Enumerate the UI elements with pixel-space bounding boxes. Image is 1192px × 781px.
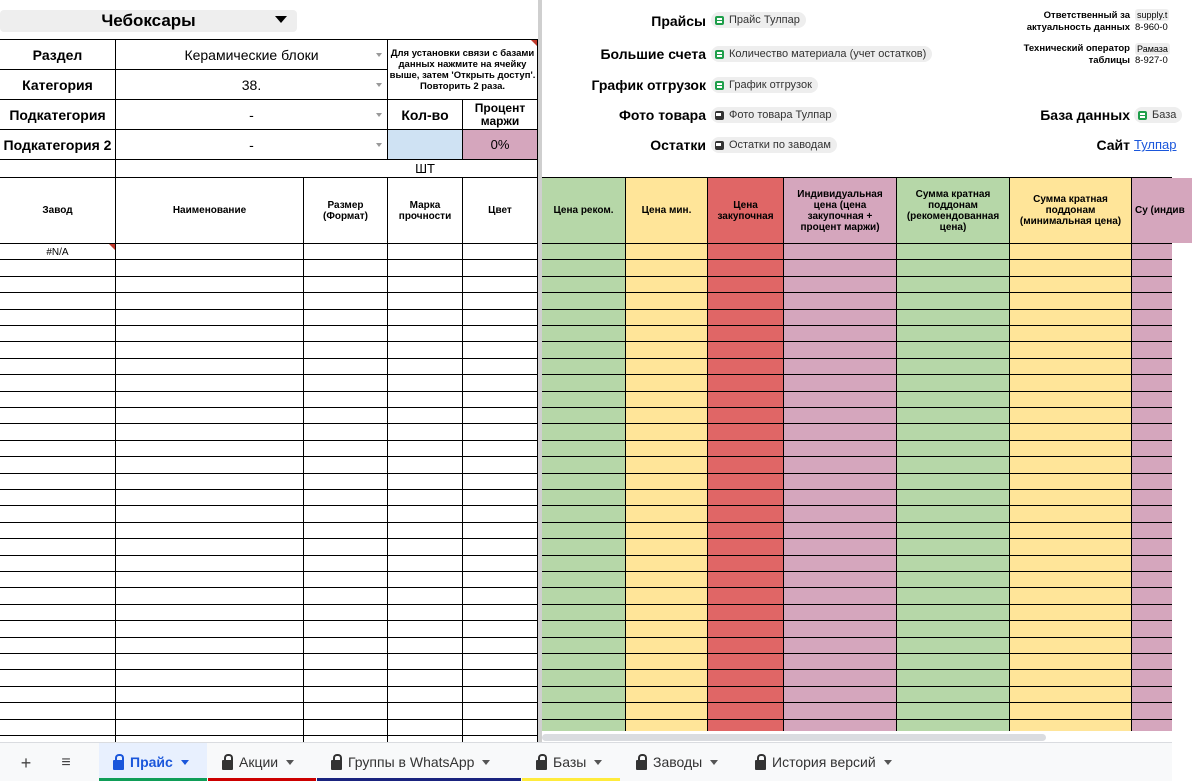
column-summa-min[interactable] <box>1010 243 1131 742</box>
scrollbar-thumb[interactable] <box>542 734 1046 741</box>
podkategoriya-value: - <box>249 106 254 123</box>
tab-label: Прайс <box>130 754 173 770</box>
lock-icon <box>536 760 547 770</box>
podkategoriya-label: Подкатегория <box>9 106 106 123</box>
column-cena-rekom[interactable] <box>542 243 625 742</box>
baza-link-chip[interactable] <box>1134 107 1182 123</box>
grafik-chip-text: График отгрузок <box>729 79 812 91</box>
tab-label: Базы <box>553 754 587 770</box>
tab-bazy[interactable] <box>522 743 620 781</box>
row-divider <box>542 522 1172 523</box>
row-divider <box>0 276 538 277</box>
sait-label: Сайт <box>1096 137 1130 153</box>
bolshie-label: Большие счета <box>600 46 706 62</box>
column-ind-cena[interactable] <box>784 243 896 742</box>
qty-label: Кол-во <box>401 106 449 123</box>
row-divider <box>542 637 1172 638</box>
row-divider <box>0 292 538 293</box>
praisy-label: Прайсы <box>651 13 706 29</box>
tab-prais[interactable] <box>99 743 207 781</box>
foto-chip-text: Фото товара Тулпар <box>729 109 832 121</box>
row-divider <box>542 440 1172 441</box>
chevron-down-icon <box>286 760 294 765</box>
lock-icon <box>331 760 342 770</box>
row-divider <box>0 735 538 736</box>
row-divider <box>0 259 538 260</box>
chevron-down-icon <box>710 760 718 765</box>
chevron-down-icon <box>884 760 892 765</box>
sheets-icon <box>1138 111 1147 120</box>
row-divider <box>0 505 538 506</box>
bolshie-chip-text: Количество материала (учет остатков) <box>729 48 927 60</box>
col-header-marka: Марка прочности <box>398 199 452 222</box>
sheet-tab-bar <box>0 742 1172 781</box>
margin-input[interactable]: 0% <box>463 130 537 159</box>
podkategoriya2-select[interactable] <box>116 130 387 159</box>
row-divider <box>542 325 1172 326</box>
row-divider <box>542 423 1172 424</box>
horizontal-scrollbar[interactable] <box>542 731 1172 742</box>
podkategoriya2-label: Подкатегория 2 <box>3 136 112 153</box>
razdel-label: Раздел <box>32 46 83 63</box>
row-divider <box>0 325 538 326</box>
kategoriya-value: 38. <box>241 76 262 93</box>
column-cena-zak[interactable] <box>708 243 783 742</box>
qty-input[interactable] <box>388 130 462 159</box>
row-divider <box>0 473 538 474</box>
row-divider <box>542 719 1172 720</box>
row-divider <box>542 374 1172 375</box>
praisy-chip-text: Прайс Тулпар <box>729 14 800 26</box>
kategoriya-select[interactable] <box>116 70 387 99</box>
lock-icon <box>636 760 647 770</box>
row-divider <box>542 456 1172 457</box>
row-divider <box>542 538 1172 539</box>
zavod-cell-first[interactable]: #N/A <box>46 246 69 258</box>
ostatki-link-chip[interactable] <box>711 137 837 153</box>
row-divider <box>0 620 538 621</box>
row-divider <box>0 440 538 441</box>
grafik-link-chip[interactable] <box>711 77 818 93</box>
row-divider <box>0 456 538 457</box>
foto-label: Фото товара <box>618 107 706 123</box>
bolshie-link-chip[interactable] <box>711 46 932 62</box>
tab-zavody[interactable] <box>622 743 740 781</box>
margin-label: Процент маржи <box>474 100 526 128</box>
tech-operator-phone: 8-927-0 <box>1135 55 1168 66</box>
add-sheet-button[interactable]: + <box>20 752 32 773</box>
row-divider <box>542 489 1172 490</box>
row-divider <box>0 309 538 310</box>
unit-label: ШТ <box>415 161 435 176</box>
row-divider <box>542 587 1172 588</box>
foto-link-chip[interactable] <box>711 107 837 123</box>
row-divider <box>0 374 538 375</box>
row-divider <box>542 669 1172 670</box>
row-divider <box>0 538 538 539</box>
row-divider <box>542 358 1172 359</box>
praisy-link-chip[interactable] <box>711 12 806 28</box>
column-summa-rekom[interactable] <box>897 243 1009 742</box>
row-divider <box>542 505 1172 506</box>
row-divider <box>0 489 538 490</box>
grafik-label: График отгрузок <box>591 77 706 93</box>
lock-icon <box>222 760 233 770</box>
baza-label: База данных <box>1040 107 1130 123</box>
image-icon <box>715 111 724 120</box>
col-header-summa-rekom: Сумма кратная поддонам (рекомендованная цена) <box>897 178 1009 243</box>
row-divider <box>0 391 538 392</box>
col-header-zavod: Завод <box>42 205 73 216</box>
col-header-naimenovanie: Наименование <box>172 205 247 216</box>
row-divider <box>542 686 1172 687</box>
column-cena-min[interactable] <box>626 243 707 742</box>
row-divider <box>542 702 1172 703</box>
row-divider <box>542 555 1172 556</box>
chevron-down-icon <box>181 760 189 765</box>
responsible-label: Ответственный за актуальность данных <box>1026 10 1130 33</box>
row-divider <box>0 522 538 523</box>
col-header-summa-min: Сумма кратная поддонам (минимальная цена) <box>1010 178 1131 243</box>
baza-chip-text: База <box>1152 109 1177 121</box>
responsible-chip[interactable]: supply.t <box>1137 10 1168 20</box>
tab-label: Заводы <box>653 754 703 770</box>
row-divider <box>0 341 538 342</box>
city-dropdown[interactable] <box>0 4 300 34</box>
site-link[interactable]: Тулпар <box>1134 137 1177 152</box>
row-divider <box>0 555 538 556</box>
dropdown-arrow-icon <box>376 143 382 147</box>
row-divider <box>0 604 538 605</box>
row-divider <box>542 473 1172 474</box>
responsible-phone: 8-960-0 <box>1135 22 1168 33</box>
podkategoriya-select[interactable] <box>116 100 387 129</box>
tab-istoriya-versiy[interactable] <box>741 743 921 781</box>
row-divider <box>0 702 538 703</box>
chevron-down-icon <box>594 760 602 765</box>
row-divider <box>542 571 1172 572</box>
comment-marker-icon <box>531 40 537 46</box>
row-divider <box>0 653 538 654</box>
row-divider <box>542 653 1172 654</box>
city-label: Чебоксары <box>101 11 196 30</box>
chevron-down-icon <box>275 16 287 23</box>
ostatki-chip-text: Остатки по заводам <box>729 139 831 151</box>
col-header-cena-zak: Цена закупочная <box>708 178 783 243</box>
col-header-summa-ind: Су (индив <box>1132 178 1192 243</box>
col-header-cvet: Цвет <box>488 205 512 216</box>
tab-label: Группы в WhatsApp <box>348 754 475 770</box>
error-marker-icon <box>109 244 115 250</box>
col-header-cena-min: Цена мин. <box>626 178 707 243</box>
row-divider <box>542 309 1172 310</box>
row-divider <box>0 719 538 720</box>
lock-icon <box>113 760 124 770</box>
row-divider <box>0 686 538 687</box>
all-sheets-menu-icon[interactable]: ≡ <box>61 754 71 771</box>
row-divider <box>0 637 538 638</box>
row-divider <box>0 669 538 670</box>
dropdown-arrow-icon <box>376 113 382 117</box>
sheets-icon <box>715 50 724 59</box>
dropdown-arrow-icon <box>376 83 382 87</box>
tech-operator-label: Технический оператор таблицы <box>1023 43 1130 66</box>
row-divider <box>542 604 1172 605</box>
row-divider <box>542 620 1172 621</box>
column-summa-ind[interactable] <box>1132 243 1172 742</box>
sheets-icon <box>715 81 724 90</box>
tab-label: История версий <box>772 754 876 770</box>
col-header-razmer: Размер (Формат) <box>322 199 368 222</box>
row-divider <box>542 407 1172 408</box>
access-note[interactable] <box>388 40 537 99</box>
col-header-ind-cena: Индивидуальная цена (цена закупочная + процент маржи) <box>784 178 896 243</box>
chevron-down-icon <box>482 760 490 765</box>
razdel-value: Керамические блоки <box>184 46 319 63</box>
ostatki-label: Остатки <box>650 137 706 153</box>
access-note-text: Для установки связи с базами данных нажмите на ячейку выше, затем 'Открыть доступ'. Повторить 2 раза. <box>389 47 536 92</box>
dropdown-arrow-icon <box>376 53 382 57</box>
row-divider <box>0 423 538 424</box>
kategoriya-label: Категория <box>22 76 93 93</box>
podkategoriya2-value: - <box>249 136 254 153</box>
row-divider <box>0 571 538 572</box>
row-divider <box>0 587 538 588</box>
row-divider <box>542 276 1172 277</box>
row-divider <box>542 259 1172 260</box>
tab-label: Акции <box>239 754 279 770</box>
razdel-select[interactable] <box>116 40 387 69</box>
row-divider <box>0 407 538 408</box>
row-divider <box>542 391 1172 392</box>
image-icon <box>715 141 724 150</box>
tab-gruppy-whatsapp[interactable] <box>317 743 521 781</box>
lock-icon <box>755 760 766 770</box>
row-divider <box>542 341 1172 342</box>
sheets-icon <box>715 16 724 25</box>
tech-operator-chip[interactable]: Рамаза <box>1137 44 1168 54</box>
tab-akcii[interactable] <box>208 743 316 781</box>
col-header-cena-rekom: Цена реком. <box>542 178 625 243</box>
row-divider <box>542 292 1172 293</box>
row-divider <box>0 358 538 359</box>
